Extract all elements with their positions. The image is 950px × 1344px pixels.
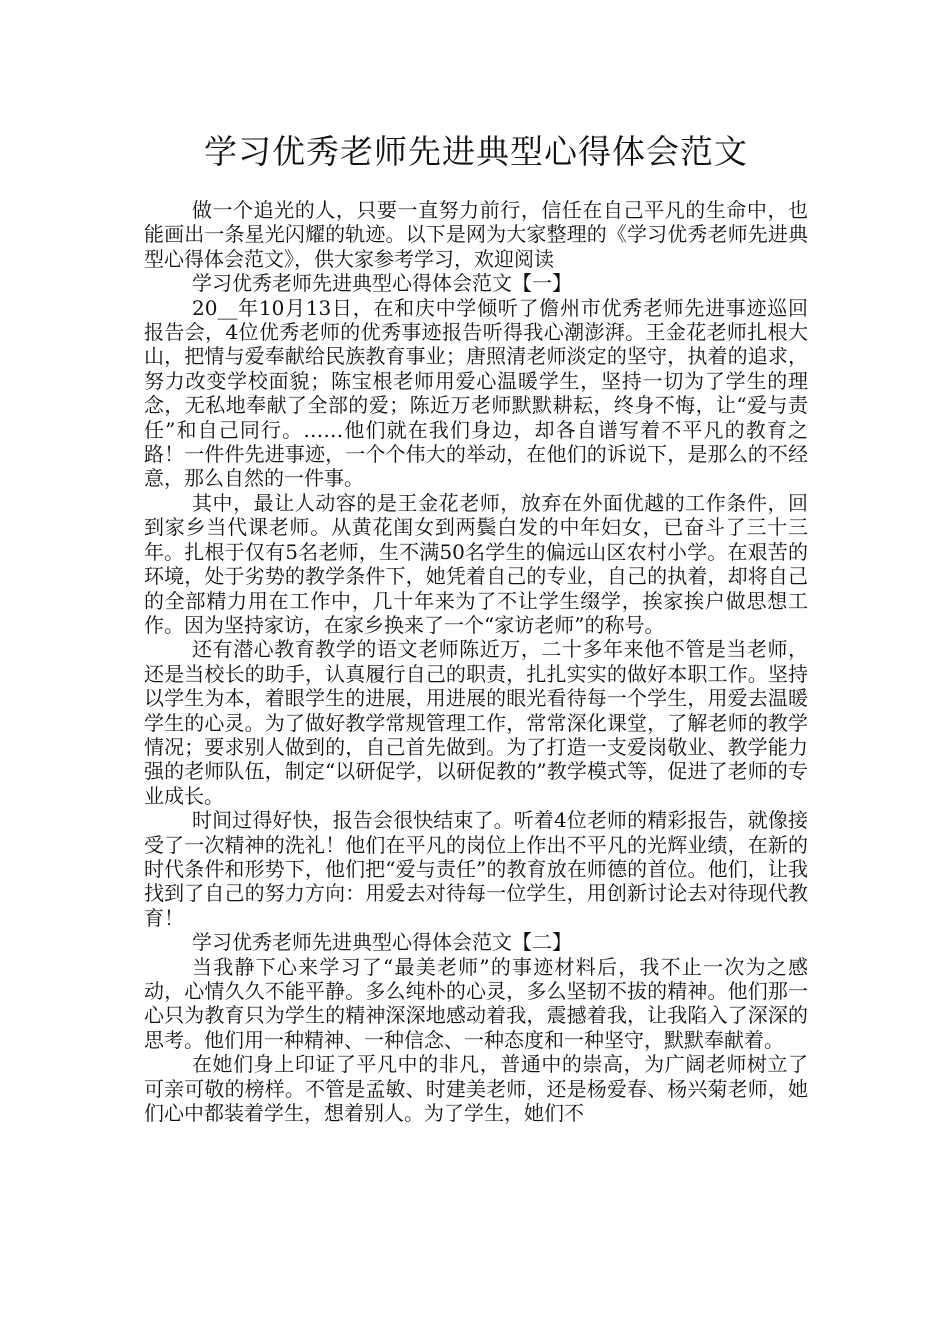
document-page (144, 128, 808, 1125)
section-heading-two: 学习优秀老师先进典型心得体会范文【二】 (192, 930, 572, 955)
body-paragraph: 时间过得好快，报告会很快结束了。听着4位老师的精彩报告，就像接受了一次精神的洗礼！他们在平凡的岗位上作出不平凡的光辉业绩，在新的时代条件和形势下，他们把“爱与责任”的教育放在师德的首位。他们，让我找到了自己的努力方向：用爱去对待每一位学生，用创新讨论去对待现代教育！ (144, 808, 808, 930)
body-paragraph: 在她们身上印证了平凡中的非凡，普通中的崇高，为广阔老师树立了可亲可敬的榜样。不管是孟敏、时建美老师，还是杨爱春、杨兴菊老师，她们心中都装着学生，想着别人。为了学生，她们不 (144, 1052, 808, 1126)
intro-paragraph: 做一个追光的人，只要一直努力前行，信任在自己平凡的生命中，也能画出一条星光闪耀的轨迹。以下是网为大家整理的《学习优秀老师先进典型心得体会范文》，供大家参考学习，欢迎阅读 (144, 198, 808, 271)
body-paragraph: 当我静下心来学习了“最美老师”的事迹材料后，我不止一次为之感动，心情久久不能平静。多么纯朴的心灵，多么坚韧不拔的精神。他们那一心只为教育只为学生的精神深深地感动着我，震撼着我，让我陷入了深深的思考。他们用一种精神、一种信念、一种态度和一种坚守，默默奉献着。 (144, 954, 808, 1052)
section-heading-one: 学习优秀老师先进典型心得体会范文【一】 (192, 271, 572, 296)
body-paragraph: 20__年10月13日，在和庆中学倾听了儋州市优秀老师先进事迹巡回报告会，4位优秀老师的优秀事迹报告听得我心潮澎湃。王金花老师扎根大山，把情与爱奉献给民族教育事业；唐照清老师淡定的坚守，执着的追求，努力改变学校面貌；陈宝根老师用爱心温暖学生，坚持一切为了学生的理念，无私地奉献了全部的爱；陈近万老师默默耕耘，终身不悔，让“爱与责任”和自己同行。……他们就在我们身边，却各自谱写着不平凡的教育之路！一件件先进事迹，一个个伟大的举动，在他们的诉说下，是那么的不经意，那么自然的一件事。 (144, 295, 808, 491)
document-title: 学习优秀老师先进典型心得体会范文 (204, 132, 748, 171)
document-body (144, 198, 808, 1125)
body-paragraph: 其中，最让人动容的是王金花老师，放弃在外面优越的工作条件，回到家乡当代课老师。从黄花闺女到两鬓白发的中年妇女，已奋斗了三十三年。扎根于仅有5名老师，生不满50名学生的偏远山区农村小学。在艰苦的环境，处于劣势的教学条件下，她凭着自己的专业，自己的执着，却将自己的全部精力用在工作中，几十年来为了不让学生缀学，挨家挨户做思想工作。因为坚持家访，在家乡换来了一个“家访老师”的称号。 (144, 490, 808, 637)
body-paragraph: 还有潜心教育教学的语文老师陈近万，二十多年来他不管是当老师，还是当校长的助手，认真履行自己的职责，扎扎实实的做好本职工作。坚持以学生为本，着眼学生的进展，用进展的眼光看待每一个学生，用爱去温暖学生的心灵。为了做好教学常规管理工作，常常深化课堂，了解老师的教学情况；要求别人做到的，自己首先做到。为了打造一支爱岗敬业、教学能力强的老师队伍，制定“以研促学，以研促教的”教学模式等，促进了老师的专业成长。 (144, 637, 808, 808)
